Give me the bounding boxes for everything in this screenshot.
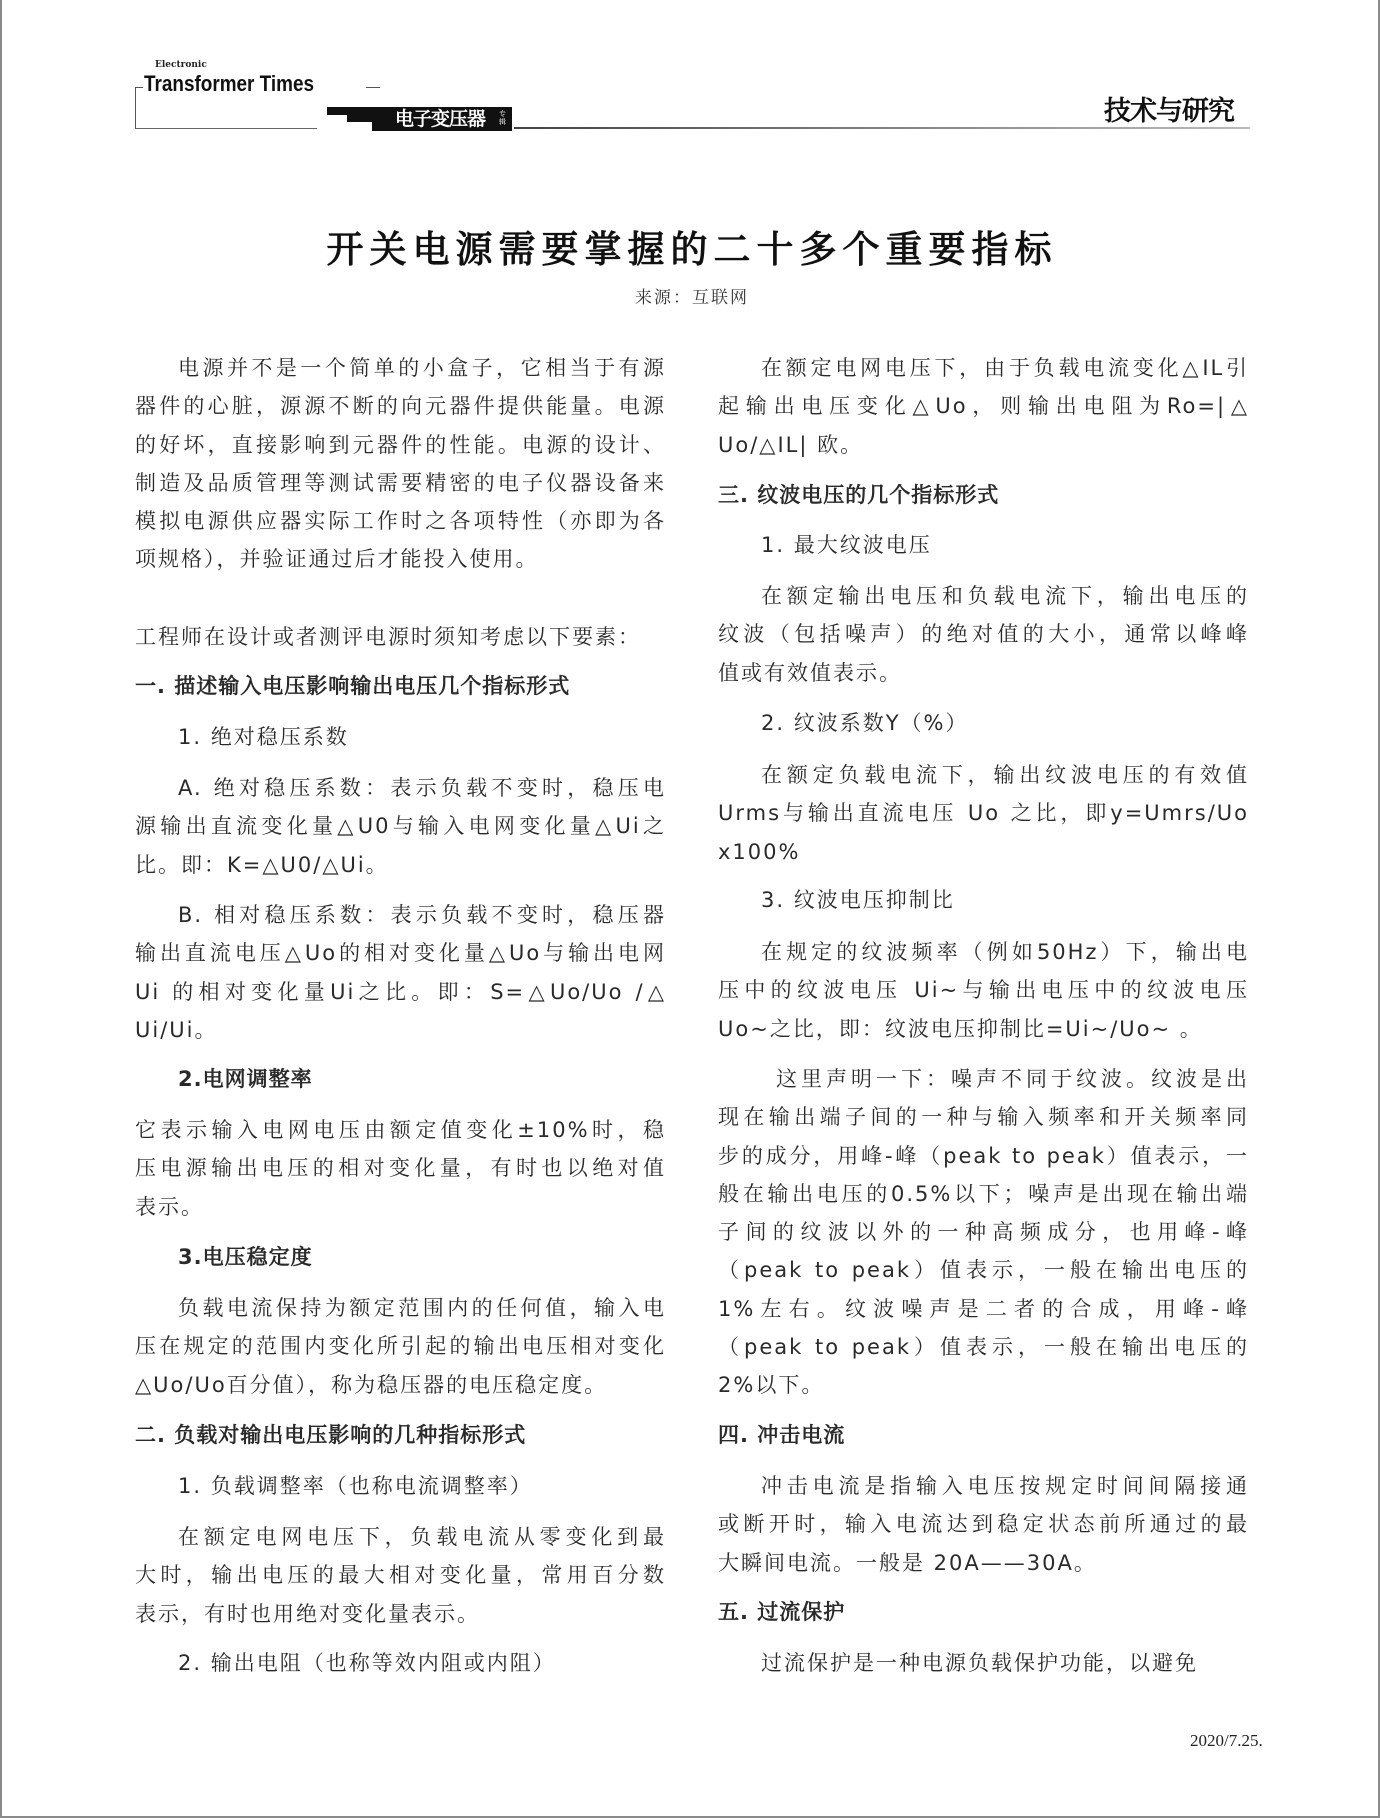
paragraph [718, 933, 1249, 1048]
brand-logo-sub: 专辑 [499, 110, 506, 126]
text-line: 项规格），并验证通过后才能投入使用。 [135, 547, 539, 572]
subsection-heading [135, 718, 666, 756]
paragraph [718, 1060, 1249, 1405]
text-line: 表示，有时也用绝对变化量表示。 [135, 1601, 480, 1626]
text-line: 在额定电网电压下，由于负载电流变化△IL引 [761, 356, 1249, 380]
paragraph [718, 1644, 1249, 1682]
text-line: 比。即：K=△U0/△Ui。 [135, 852, 389, 877]
text-line: 过流保护是一种电源负载保护功能，以避免 [761, 1651, 1198, 1675]
text-line: 它表示输入电网电压由额定值变化±10%时，稳 [135, 1118, 666, 1142]
text-line: （peak to peak）值表示，一般在输出电压的 [718, 1335, 1249, 1360]
text-line: Uo/△IL| 欧。 [718, 432, 864, 457]
paragraph [718, 349, 1249, 464]
text-line: 器件的心脏，源源不断的向元器件提供能量。电源 [135, 394, 666, 419]
magazine-logo-small: Electronic [155, 60, 207, 70]
page-date: 2020/7.25. [1190, 1731, 1263, 1750]
article-title: 开关电源需要掌握的二十多个重要指标 [326, 228, 1058, 271]
subsection-heading [135, 1467, 666, 1505]
text-line: 1. 最大纹波电压 [761, 533, 932, 557]
text-line: 制造及品质管理等测试需要精密的电子仪器设备来 [135, 470, 666, 495]
text-line: Ui/Ui。 [135, 1017, 218, 1042]
text-line: 3. 纹波电压抑制比 [761, 888, 955, 912]
paragraph [718, 1467, 1249, 1582]
text-line: 在额定输出电压和负载电流下，输出电压的 [761, 584, 1249, 608]
text-line: 四. 冲击电流 [718, 1423, 846, 1447]
text-line: Ui 的相对变化量Ui之比。即：S=△Uo/Uo /△ [135, 979, 666, 1004]
paragraph [135, 896, 666, 1049]
brand-logo-text: 电子变压器 [395, 108, 486, 130]
text-line: 步的成分，用峰-峰（peak to peak）值表示，一 [718, 1143, 1249, 1168]
paragraph [135, 1111, 666, 1226]
text-line: 输出直流电压△Uo的相对变化量△Uo与输出电网 [135, 941, 666, 966]
text-line: 值或有效值表示。 [718, 660, 902, 685]
subsection-heading [135, 1644, 666, 1682]
brand-logo-block [327, 107, 512, 131]
text-line: 电源并不是一个简单的小盒子，它相当于有源 [178, 356, 666, 380]
text-line: 工程师在设计或者测评电源时须知考虑以下要素： [135, 625, 641, 649]
text-line: 三. 纹波电压的几个指标形式 [718, 483, 1000, 507]
text-line: 压在规定的范围内变化所引起的输出电压相对变化 [135, 1334, 666, 1359]
section-heading [135, 667, 666, 705]
text-line: Urms与输出直流电压 Uo 之比，即y=Umrs/Uo [718, 801, 1249, 826]
paragraph [135, 769, 666, 884]
header-bracket-line [135, 87, 136, 128]
paragraph [135, 349, 666, 579]
text-line: 二. 负载对输出电压影响的几种指标形式 [135, 1423, 527, 1447]
text-line: 这里声明一下：噪声不同于纹波。纹波是出 [776, 1067, 1249, 1091]
text-line: 2%以下。 [718, 1373, 825, 1398]
text-line: 纹波（包括噪声）的绝对值的大小，通常以峰峰 [718, 622, 1249, 647]
text-line: 压电源输出电压的相对变化量，有时也以绝对值 [135, 1156, 666, 1181]
text-line: 般在输出电压的0.5%以下；噪声是出现在输出端 [718, 1181, 1249, 1206]
section-heading [135, 1060, 666, 1098]
section-heading [718, 476, 1249, 514]
header-rule-left [135, 128, 317, 129]
text-line: 2.电网调整率 [178, 1067, 313, 1091]
section-heading [135, 1416, 666, 1454]
paragraph [135, 1289, 666, 1404]
section-heading [135, 1238, 666, 1276]
text-line: △Uo/Uo百分值），称为稳压器的电压稳定度。 [135, 1372, 608, 1397]
text-line: 在规定的纹波频率（例如50Hz）下，输出电 [761, 940, 1249, 964]
text-line: x100% [718, 839, 801, 864]
subsection-heading [718, 526, 1249, 564]
text-line: 3.电压稳定度 [178, 1245, 313, 1269]
paragraph [718, 577, 1249, 692]
text-line: 在额定负载电流下，输出纹波电压的有效值 [761, 763, 1249, 787]
text-line: 或断开时，输入电流达到稳定状态前所通过的最 [718, 1512, 1249, 1537]
text-line: 的好坏，直接影响到元器件的性能。电源的设计、 [135, 432, 666, 457]
text-line: 1. 绝对稳压系数 [178, 725, 349, 749]
text-line: 一. 描述输入电压影响输出电压几个指标形式 [135, 674, 571, 698]
text-line: B. 相对稳压系数：表示负载不变时，稳压器 [178, 903, 666, 927]
text-line: 压中的纹波电压 Ui~与输出电压中的纹波电压 [718, 978, 1249, 1003]
header-tick [135, 87, 143, 88]
text-line: 源输出直流变化量△U0与输入电网变化量△Ui之 [135, 814, 666, 839]
text-line: 2. 输出电阻（也称等效内阻或内阻） [178, 1651, 556, 1675]
section-heading [718, 1416, 1249, 1454]
magazine-logo: Transformer Times [144, 71, 315, 96]
text-line: （peak to peak）值表示，一般在输出电压的 [718, 1258, 1249, 1283]
paragraph [135, 618, 666, 656]
text-line: 子间的纹波以外的一种高频成分，也用峰-峰 [718, 1220, 1249, 1245]
paragraph [135, 1518, 666, 1633]
text-line: 现在输出端子间的一种与输入频率和开关频率同 [718, 1105, 1249, 1130]
text-line: 表示。 [135, 1194, 204, 1219]
section-label: 技术与研究 [1104, 96, 1234, 127]
header-tick [366, 87, 380, 88]
text-line: Uo~之比，即：纹波电压抑制比=Ui~/Uo~ 。 [718, 1016, 1203, 1041]
text-line: A. 绝对稳压系数：表示负载不变时，稳压电 [178, 776, 666, 800]
text-line: 1. 负载调整率（也称电流调整率） [178, 1474, 533, 1498]
text-line: 起输出电压变化△Uo，则输出电阻为Ro=|△ [718, 394, 1249, 419]
article-source: 来源：互联网 [635, 288, 749, 308]
text-line: 大瞬间电流。一般是 20A——30A。 [718, 1550, 1097, 1575]
text-line: 模拟电源供应器实际工作时之各项特性（亦即为各 [135, 509, 666, 534]
text-line: 在额定电网电压下，负载电流从零变化到最 [178, 1525, 666, 1549]
paragraph [718, 756, 1249, 871]
text-line: 负载电流保持为额定范围内的任何值，输入电 [178, 1296, 666, 1320]
subsection-heading [718, 704, 1249, 742]
text-line: 大时，输出电压的最大相对变化量，常用百分数 [135, 1563, 666, 1588]
text-line: 2. 纹波系数Y（%） [761, 711, 969, 735]
text-line: 五. 过流保护 [718, 1600, 846, 1624]
text-line: 冲击电流是指输入电压按规定时间间隔接通 [761, 1474, 1249, 1498]
subsection-heading [718, 881, 1249, 919]
text-line: 1%左右。纹波噪声是二者的合成，用峰-峰 [718, 1296, 1249, 1321]
section-heading [718, 1593, 1249, 1631]
